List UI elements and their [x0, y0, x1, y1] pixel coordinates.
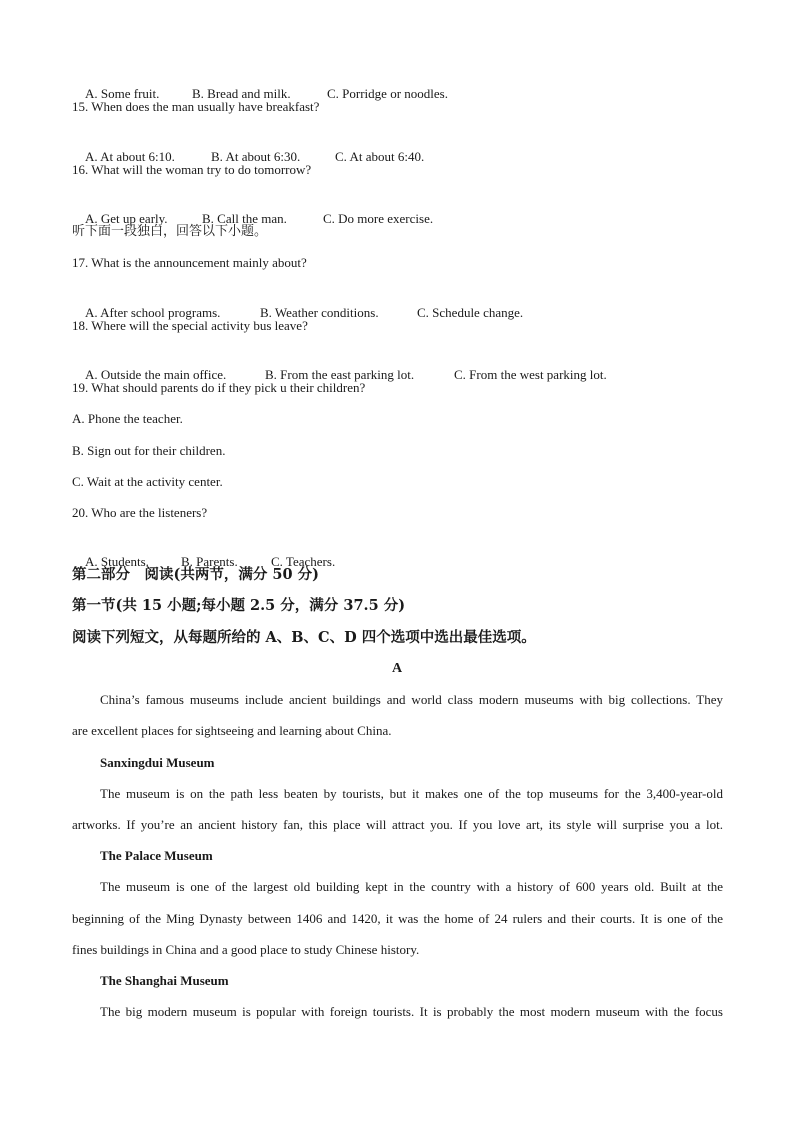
q14-option-b: B. Bread and milk. — [192, 86, 291, 101]
q17-option-c: C. Schedule change. — [417, 305, 524, 320]
q20-question: 20. Who are the listeners? — [72, 505, 208, 520]
q15-question: 15. When does the man usually have breakfast? — [72, 99, 320, 114]
passage-letter: A — [391, 661, 403, 676]
q16-option-c: C. Do more exercise. — [323, 211, 434, 226]
intro-line-2: are excellent places for sightseeing and learning about China. — [72, 723, 392, 738]
q20-option-c: C. Teachers. — [271, 554, 336, 569]
monologue-instruction: 听下面一段独白，回答以下小题。 — [72, 224, 268, 239]
q17-question: 17. What is the announcement mainly about? — [72, 255, 307, 270]
part2-heading: 第二部分 阅读(共两节，满分 50 分) — [72, 566, 319, 583]
sanxingdui-line-2: artworks. If you’re an ancient history fan, this place will attract you. If you love art, its style will surprise you a lot. — [72, 817, 723, 832]
q18-option-a: A. Outside the main office. — [85, 367, 227, 382]
q20-option-a: A. Students. — [85, 554, 149, 569]
reading-instruction: 阅读下列短文，从每题所给的 A、B、C、D 四个选项中选出最佳选项。 — [72, 629, 536, 646]
q15-option-b: B. At about 6:30. — [211, 149, 301, 164]
sanxingdui-title: Sanxingdui Museum — [100, 755, 215, 770]
q19-option-a: A. Phone the teacher. — [72, 411, 183, 426]
q18-option-c: C. From the west parking lot. — [454, 367, 607, 382]
q14-option-a: A. Some fruit. — [85, 86, 160, 101]
q15-option-a: A. At about 6:10. — [85, 149, 175, 164]
q16-option-b: B. Call the man. — [202, 211, 287, 226]
q16-question: 16. What will the woman try to do tomorrow? — [72, 162, 312, 177]
palace-line-3: fines buildings in China and a good place to study Chinese history. — [72, 942, 420, 957]
shanghai-title: The Shanghai Museum — [100, 973, 229, 988]
intro-line-1: China’s famous museums include ancient buildings and world class modern museums with big collections. They — [100, 692, 723, 707]
q19-option-b: B. Sign out for their children. — [72, 443, 226, 458]
q18-question: 18. Where will the special activity bus leave? — [72, 318, 308, 333]
q18-option-b: B. From the east parking lot. — [265, 367, 415, 382]
q19-question: 19. What should parents do if they pick u their children? — [72, 380, 366, 395]
q19-option-c: C. Wait at the activity center. — [72, 474, 223, 489]
palace-line-2: beginning of the Ming Dynasty between 1406 and 1420, it was the home of 24 rulers and their courts. It is one of the — [72, 911, 723, 926]
palace-line-1: The museum is one of the largest old building kept in the country with a history of 600 years old. Built at the — [100, 879, 723, 894]
shanghai-line-1: The big modern museum is popular with foreign tourists. It is probably the most modern museum with the focus — [100, 1004, 723, 1019]
q17-option-a: A. After school programs. — [85, 305, 221, 320]
palace-title: The Palace Museum — [100, 848, 213, 863]
q14-option-c: C. Porridge or noodles. — [327, 86, 448, 101]
q16-option-a: A. Get up early. — [85, 211, 168, 226]
q20-option-b: B. Parents. — [181, 554, 238, 569]
sanxingdui-line-1: The museum is on the path less beaten by tourists, but it makes one of the top museums for the 3,400-year-old — [100, 786, 723, 801]
q15-option-c: C. At about 6:40. — [335, 149, 425, 164]
q17-option-b: B. Weather conditions. — [260, 305, 379, 320]
section1-heading: 第一节(共 15 小题;每小题 2.5 分，满分 37.5 分) — [72, 597, 406, 614]
